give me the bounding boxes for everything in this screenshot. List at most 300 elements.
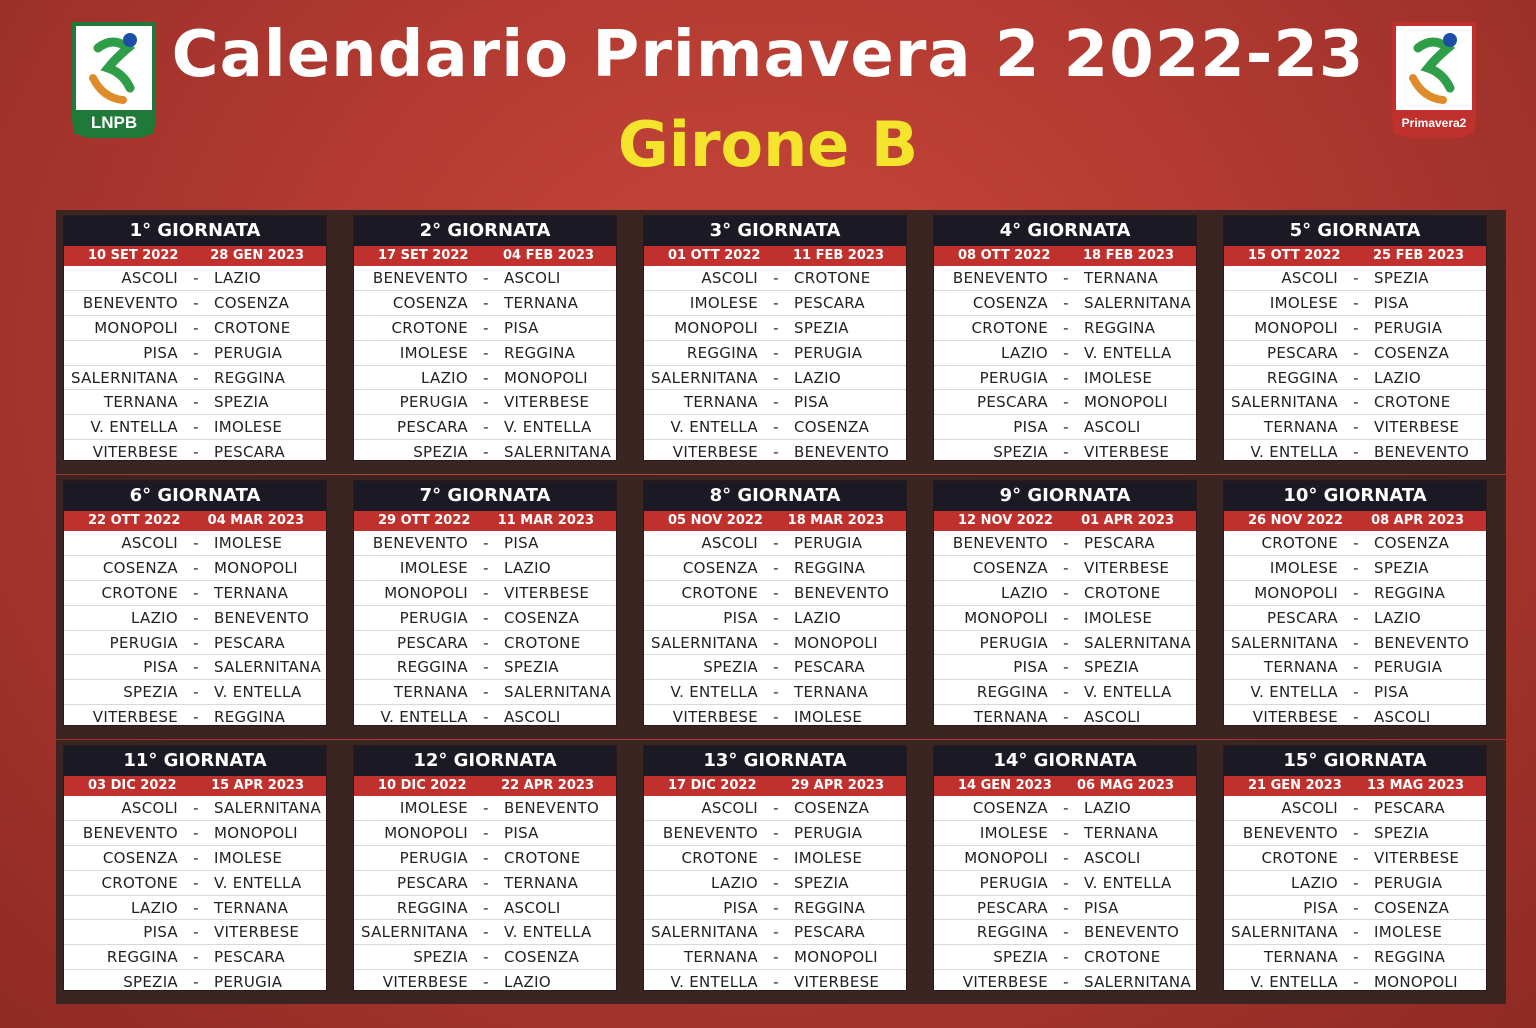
away-team: BENEVENTO [504,798,600,817]
match-separator: - [483,898,489,917]
match-row [64,316,326,341]
match-separator: - [193,268,199,287]
away-team: REGGINA [794,898,866,917]
match-row [64,821,326,846]
home-team: CROTONE [101,583,178,602]
match-row [64,341,326,366]
match-separator: - [483,658,489,677]
second-leg-date: 29 APR 2023 [791,778,884,793]
away-team: PERUGIA [1374,318,1443,337]
away-team: V. ENTELLA [1084,683,1172,702]
home-team: PISA [143,923,178,942]
match-row [354,821,616,846]
match-row [64,531,326,556]
match-row [64,366,326,391]
away-team: V. ENTELLA [1084,873,1172,892]
home-team: TERNANA [1263,658,1338,677]
first-leg-date: 08 OTT 2022 [958,248,1051,263]
match-separator: - [483,923,489,942]
match-row [644,366,906,391]
away-team: TERNANA [794,683,869,702]
match-separator: - [483,293,489,312]
match-separator: - [1063,898,1069,917]
home-team: COSENZA [972,293,1048,312]
home-team: COSENZA [972,558,1048,577]
away-team: PISA [1374,683,1409,702]
away-team: VITERBESE [1374,418,1460,437]
away-team: SALERNITANA [214,798,322,817]
away-team: PERUGIA [214,973,283,992]
away-team: VITERBESE [504,393,590,412]
match-row [934,390,1196,415]
round-dates [934,776,1196,796]
away-team: LAZIO [1374,368,1421,387]
away-team: REGGINA [1084,318,1156,337]
match-separator: - [1063,418,1069,437]
match-row [934,945,1196,970]
match-separator: - [483,583,489,602]
match-row [934,531,1196,556]
home-team: MONOPOLI [964,848,1048,867]
match-separator: - [483,798,489,817]
first-leg-date: 15 OTT 2022 [1248,248,1341,263]
home-team: COSENZA [392,293,468,312]
home-team: VITERBESE [382,973,468,992]
round-card [64,481,326,725]
match-row [1224,945,1486,970]
match-separator: - [773,633,779,652]
away-team: SPEZIA [1084,658,1139,677]
match-row [644,680,906,705]
away-team: IMOLESE [1084,368,1153,387]
home-team: TERNANA [683,948,758,967]
match-row [1224,316,1486,341]
away-team: CROTONE [214,318,291,337]
match-row [1224,655,1486,680]
away-team: LAZIO [794,608,841,627]
home-team: LAZIO [421,368,468,387]
match-separator: - [1353,708,1359,727]
match-separator: - [773,708,779,727]
away-team: IMOLESE [794,848,863,867]
away-team: CROTONE [504,848,581,867]
home-team: IMOLESE [1269,293,1338,312]
round-title: 6° GIORNATA [64,481,326,511]
match-row [644,846,906,871]
home-team: PESCARA [1267,608,1338,627]
away-team: MONOPOLI [214,558,298,577]
match-row [1224,920,1486,945]
home-team: COSENZA [682,558,758,577]
match-row [644,581,906,606]
match-separator: - [193,948,199,967]
round-cell [926,475,1216,739]
home-team: CROTONE [391,318,468,337]
match-separator: - [773,293,779,312]
home-team: LAZIO [1291,873,1338,892]
round-cell [346,475,636,739]
match-row [644,705,906,729]
second-leg-date: 13 MAG 2023 [1367,778,1464,793]
home-team: CROTONE [101,873,178,892]
home-team: REGGINA [976,923,1048,942]
match-separator: - [1063,873,1069,892]
home-team: SALERNITANA [1230,393,1338,412]
match-separator: - [1063,558,1069,577]
home-team: ASCOLI [701,268,758,287]
home-team: SALERNITANA [650,633,758,652]
home-team: TERNANA [973,708,1048,727]
match-separator: - [773,798,779,817]
match-row [64,440,326,464]
match-separator: - [1063,823,1069,842]
match-separator: - [483,848,489,867]
match-separator: - [773,898,779,917]
home-team: SPEZIA [413,948,468,967]
match-row [934,871,1196,896]
away-team: MONOPOLI [1084,393,1168,412]
match-row [64,846,326,871]
home-team: VITERBESE [92,708,178,727]
match-row [1224,581,1486,606]
away-team: REGGINA [1374,948,1446,967]
home-team: ASCOLI [701,798,758,817]
away-team: SALERNITANA [1084,633,1192,652]
match-separator: - [483,418,489,437]
away-team: V. ENTELLA [504,923,592,942]
match-separator: - [483,633,489,652]
match-separator: - [773,608,779,627]
home-team: PISA [1303,898,1338,917]
first-leg-date: 03 DIC 2022 [88,778,177,793]
home-team: VITERBESE [92,443,178,462]
first-leg-date: 17 SET 2022 [378,248,469,263]
match-row [934,341,1196,366]
match-row [64,705,326,729]
home-team: PERUGIA [399,848,468,867]
away-team: COSENZA [794,418,870,437]
home-team: TERNANA [1263,948,1338,967]
round-card [1224,481,1486,725]
match-separator: - [1353,558,1359,577]
away-team: SPEZIA [1374,823,1429,842]
home-team: REGGINA [106,948,178,967]
away-team: REGGINA [214,708,286,727]
match-row [644,440,906,464]
away-team: V. ENTELLA [1084,343,1172,362]
match-separator: - [1353,293,1359,312]
match-row [934,920,1196,945]
match-row [644,341,906,366]
home-team: MONOPOLI [384,823,468,842]
match-separator: - [773,848,779,867]
away-team: MONOPOLI [794,633,878,652]
match-row [934,415,1196,440]
match-separator: - [773,683,779,702]
match-separator: - [193,418,199,437]
match-separator: - [1063,658,1069,677]
round-title: 15° GIORNATA [1224,746,1486,776]
round-title: 2° GIORNATA [354,216,616,246]
match-separator: - [483,393,489,412]
home-team: REGGINA [1266,368,1338,387]
match-separator: - [193,848,199,867]
away-team: LAZIO [504,973,551,992]
match-separator: - [1063,293,1069,312]
match-row [1224,341,1486,366]
home-team: PISA [723,898,758,917]
match-separator: - [483,873,489,892]
home-team: VITERBESE [672,443,758,462]
match-separator: - [483,558,489,577]
away-team: ASCOLI [504,708,561,727]
match-row [934,970,1196,994]
round-cell [346,740,636,1004]
match-separator: - [193,898,199,917]
home-team: V. ENTELLA [670,418,758,437]
match-separator: - [1063,923,1069,942]
away-team: PESCARA [794,923,865,942]
round-cell [1216,740,1506,1004]
away-team: ASCOLI [504,898,561,917]
home-team: COSENZA [972,798,1048,817]
match-separator: - [483,268,489,287]
away-team: SPEZIA [794,873,849,892]
match-separator: - [773,873,779,892]
match-row [934,680,1196,705]
away-team: SALERNITANA [214,658,322,677]
match-separator: - [1063,268,1069,287]
home-team: MONOPOLI [1254,583,1338,602]
round-title: 11° GIORNATA [64,746,326,776]
match-row [934,581,1196,606]
match-row [1224,680,1486,705]
match-separator: - [193,823,199,842]
round-title: 13° GIORNATA [644,746,906,776]
round-card [64,746,326,990]
home-team: PISA [143,343,178,362]
away-team: BENEVENTO [1374,443,1470,462]
home-team: PERUGIA [979,873,1048,892]
away-team: VITERBESE [1084,558,1170,577]
home-team: PESCARA [1267,343,1338,362]
round-title: 9° GIORNATA [934,481,1196,511]
match-row [644,970,906,994]
round-cell [1216,210,1506,474]
match-separator: - [483,368,489,387]
match-row [64,415,326,440]
away-team: PERUGIA [1374,658,1443,677]
match-row [644,415,906,440]
match-row [1224,705,1486,729]
away-team: REGGINA [504,343,576,362]
away-team: PESCARA [214,633,285,652]
away-team: PISA [794,393,829,412]
home-team: MONOPOLI [94,318,178,337]
first-leg-date: 05 NOV 2022 [668,513,763,528]
first-leg-date: 10 SET 2022 [88,248,179,263]
match-row [64,556,326,581]
away-team: BENEVENTO [1374,633,1470,652]
home-team: REGGINA [686,343,758,362]
home-team: PISA [1013,658,1048,677]
away-team: SALERNITANA [504,443,612,462]
match-row [64,796,326,821]
home-team: PESCARA [397,633,468,652]
match-row [1224,821,1486,846]
away-team: ASCOLI [1084,848,1141,867]
away-team: TERNANA [214,898,289,917]
home-team: TERNANA [103,393,178,412]
match-row [934,316,1196,341]
match-separator: - [193,633,199,652]
match-row [64,606,326,631]
second-leg-date: 18 MAR 2023 [787,513,884,528]
home-team: MONOPOLI [964,608,1048,627]
first-leg-date: 21 GEN 2023 [1248,778,1342,793]
home-team: PESCARA [977,898,1048,917]
away-team: V. ENTELLA [504,418,592,437]
home-team: PERUGIA [399,393,468,412]
home-team: MONOPOLI [674,318,758,337]
home-team: BENEVENTO [952,533,1048,552]
away-team: IMOLESE [214,418,283,437]
away-team: TERNANA [504,293,579,312]
round-cell [636,475,926,739]
home-team: ASCOLI [1281,268,1338,287]
match-separator: - [1353,633,1359,652]
away-team: PISA [1374,293,1409,312]
home-team: PISA [723,608,758,627]
away-team: TERNANA [214,583,289,602]
home-team: LAZIO [1001,583,1048,602]
away-team: SALERNITANA [504,683,612,702]
first-leg-date: 14 GEN 2023 [958,778,1052,793]
home-team: TERNANA [683,393,758,412]
match-row [644,821,906,846]
match-row [644,316,906,341]
home-team: REGGINA [396,898,468,917]
round-dates [1224,246,1486,266]
match-row [1224,796,1486,821]
match-row [64,631,326,656]
round-card [934,216,1196,460]
home-team: BENEVENTO [1242,823,1338,842]
home-team: ASCOLI [1281,798,1338,817]
match-separator: - [1063,393,1069,412]
away-team: LAZIO [214,268,261,287]
match-separator: - [483,443,489,462]
home-team: REGGINA [976,683,1048,702]
match-separator: - [193,583,199,602]
round-cell [56,740,346,1004]
match-row [934,366,1196,391]
round-title: 14° GIORNATA [934,746,1196,776]
home-team: TERNANA [1263,418,1338,437]
away-team: IMOLESE [214,848,283,867]
match-separator: - [193,443,199,462]
match-row [1224,846,1486,871]
match-separator: - [1353,658,1359,677]
away-team: MONOPOLI [794,948,878,967]
round-dates [934,246,1196,266]
match-separator: - [1063,318,1069,337]
match-row [354,390,616,415]
home-team: PERUGIA [979,633,1048,652]
away-team: SPEZIA [214,393,269,412]
match-separator: - [483,823,489,842]
home-team: SPEZIA [123,683,178,702]
round-card [1224,746,1486,990]
match-row [64,896,326,921]
match-row [934,821,1196,846]
home-team: IMOLESE [689,293,758,312]
round-dates [354,511,616,531]
away-team: CROTONE [1084,583,1161,602]
away-team: LAZIO [1374,608,1421,627]
away-team: LAZIO [504,558,551,577]
match-row [934,266,1196,291]
away-team: VITERBESE [504,583,590,602]
first-leg-date: 01 OTT 2022 [668,248,761,263]
match-separator: - [1353,898,1359,917]
match-row [1224,291,1486,316]
match-row [354,556,616,581]
match-row [1224,606,1486,631]
away-team: COSENZA [214,293,290,312]
away-team: COSENZA [1374,343,1450,362]
away-team: VITERBESE [1084,443,1170,462]
round-cell [926,210,1216,474]
home-team: PERUGIA [979,368,1048,387]
away-team: PERUGIA [794,343,863,362]
first-leg-date: 29 OTT 2022 [378,513,471,528]
home-team: IMOLESE [399,343,468,362]
home-team: SPEZIA [413,443,468,462]
match-row [1224,896,1486,921]
match-separator: - [1063,343,1069,362]
round-cell [636,740,926,1004]
match-row [354,440,616,464]
home-team: V. ENTELLA [380,708,468,727]
away-team: REGGINA [794,558,866,577]
match-separator: - [193,318,199,337]
round-cell [636,210,926,474]
match-row [934,606,1196,631]
match-separator: - [1353,443,1359,462]
match-separator: - [193,293,199,312]
home-team: PERUGIA [109,633,178,652]
away-team: BENEVENTO [1084,923,1180,942]
first-leg-date: 12 NOV 2022 [958,513,1053,528]
match-row [934,896,1196,921]
away-team: SPEZIA [504,658,559,677]
home-team: IMOLESE [1269,558,1338,577]
home-team: CROTONE [1261,533,1338,552]
match-separator: - [1353,368,1359,387]
round-dates [64,246,326,266]
home-team: SPEZIA [993,948,1048,967]
round-dates [644,511,906,531]
match-row [644,291,906,316]
away-team: PISA [504,823,539,842]
away-team: PESCARA [1374,798,1445,817]
home-team: PERUGIA [399,608,468,627]
match-row [354,341,616,366]
second-leg-date: 06 MAG 2023 [1077,778,1174,793]
match-separator: - [1353,608,1359,627]
match-row [934,291,1196,316]
